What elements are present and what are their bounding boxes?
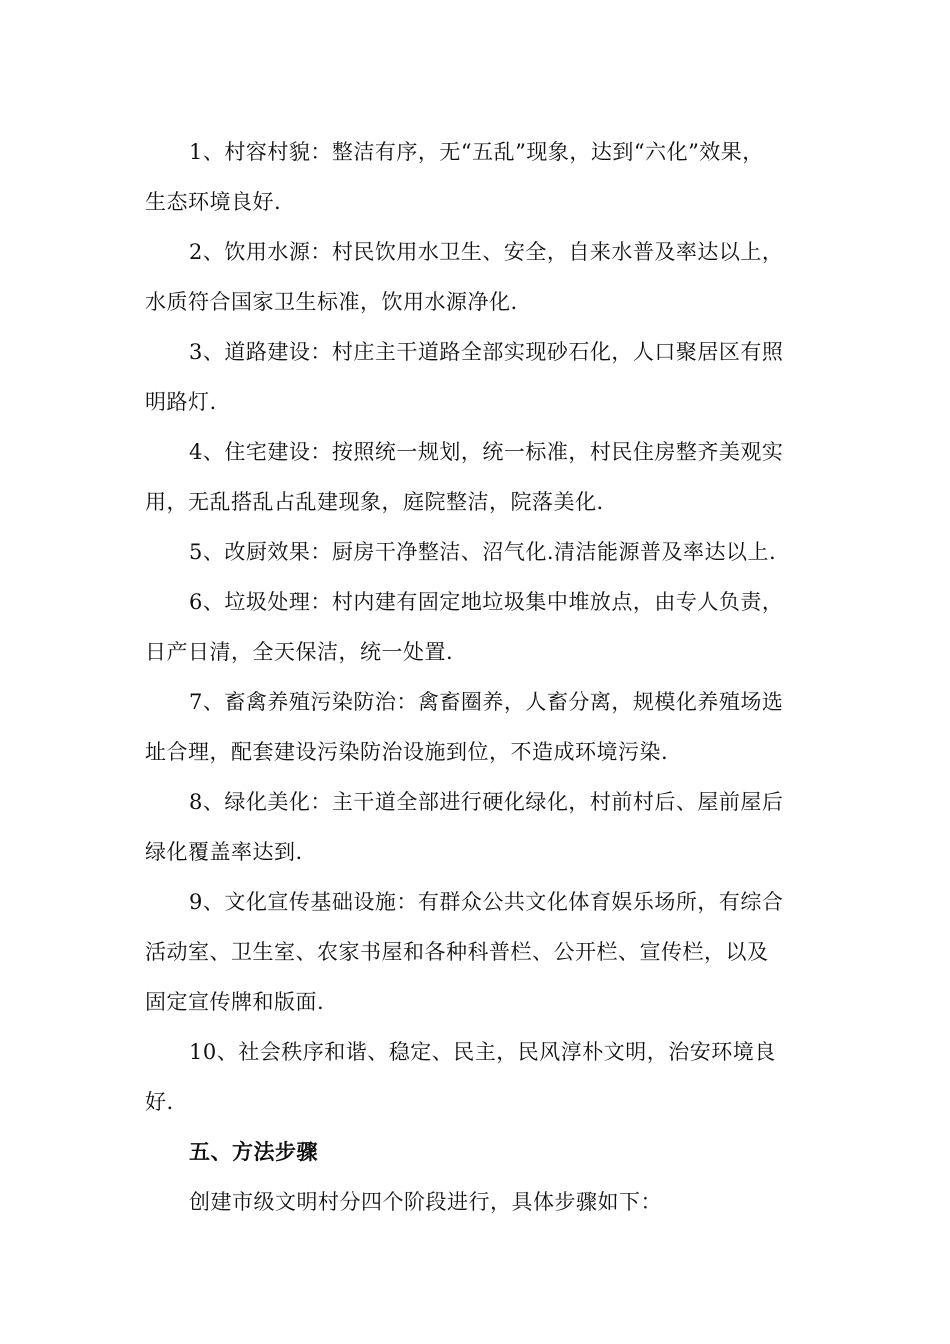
item-4-line-1: 4、住宅建设：按照统一规划，统一标准，村民住房整齐美观实 [189,440,784,464]
item-3-line-1: 3、道路建设：村庄主干道路全部实现砂石化，人口聚居区有照 [189,340,784,364]
item-2-line-2: 水质符合国家卫生标准，饮用水源净化. [145,290,518,314]
item-8-line-2: 绿化覆盖率达到. [145,840,303,864]
item-8-line-1: 8、绿化美化：主干道全部进行硬化绿化，村前村后、屋前屋后 [189,790,784,814]
section-heading: 五、方法步骤 [189,1139,318,1164]
item-5-line-1: 5、改厨效果：厨房干净整洁、沼气化.清洁能源普及率达以上. [189,540,777,564]
item-3-line-2: 明路灯. [145,390,217,414]
item-10-line-1: 10、社会秩序和谐、稳定、民主，民风淳朴文明，治安环境良 [189,1040,776,1064]
item-4-line-2: 用，无乱搭乱占乱建现象，庭院整洁，院落美化. [145,490,604,514]
item-10-line-2: 好. [145,1090,174,1114]
item-7-line-2: 址合理，配套建设污染防治设施到位，不造成环境污染. [145,740,669,764]
item-9-line-3: 固定宣传牌和版面. [145,990,325,1014]
item-9-line-2: 活动室、卫生室、农家书屋和各种科普栏、公开栏、宣传栏，以及 [145,940,769,964]
item-1-line-2: 生态环境良好. [145,190,282,214]
item-7-line-1: 7、畜禽养殖污染防治：禽畜圈养，人畜分离，规模化养殖场选 [189,690,784,714]
item-1-line-1: 1、村容村貌：整洁有序，无“五乱”现象，达到“六化”效果， [189,140,764,164]
item-6-line-2: 日产日清，全天保洁，统一处置. [145,640,454,664]
item-9-line-1: 9、文化宣传基础设施：有群众公共文化体育娱乐场所，有综合 [189,890,784,914]
item-6-line-1: 6、垃圾处理：村内建有固定地垃圾集中堆放点，由专人负责， [189,590,784,614]
item-2-line-1: 2、饮用水源：村民饮用水卫生、安全，自来水普及率达以上， [189,240,784,264]
section-intro: 创建市级文明村分四个阶段进行，具体步骤如下： [189,1190,662,1214]
